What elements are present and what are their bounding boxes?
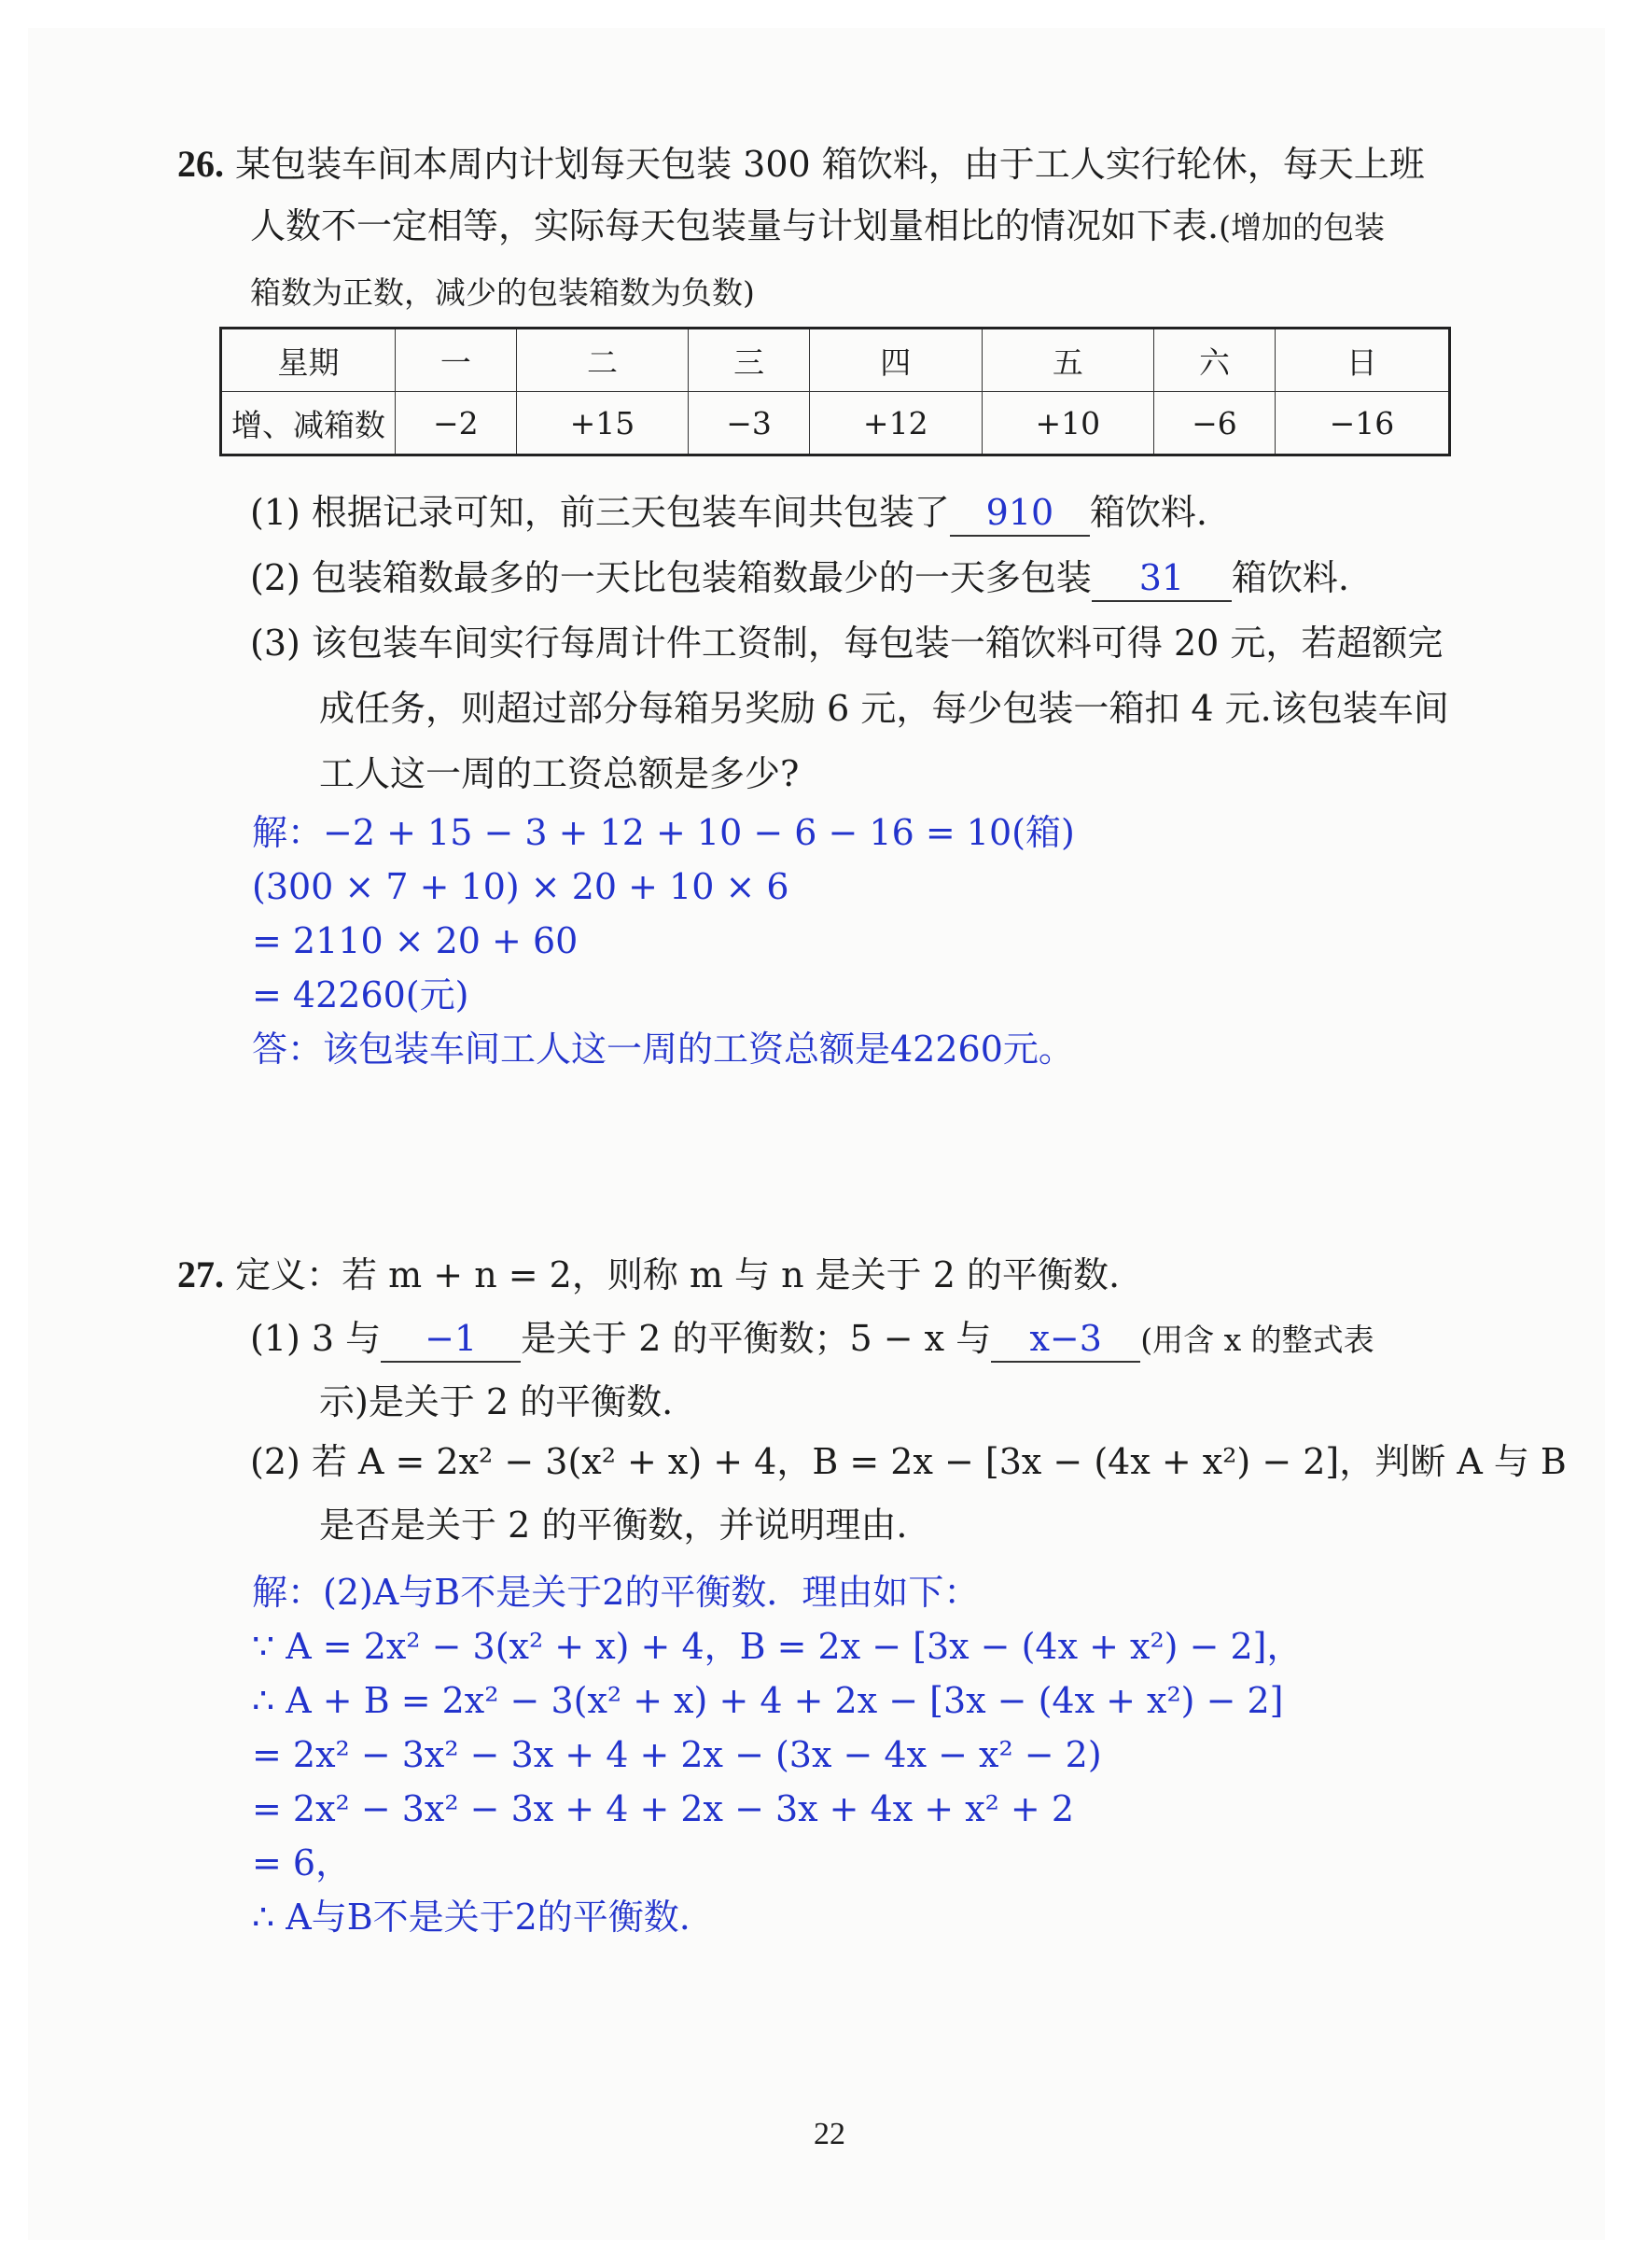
q27-solution-4: = 2x² − 3x² − 3x + 4 + 2x − (3x − 4x − x² − 2) bbox=[252, 1734, 1102, 1775]
q26-part1-prefix: (1) 根据记录可知，前三天包装车间共包装了 bbox=[250, 492, 950, 533]
table-value-row bbox=[221, 392, 1450, 455]
q27-number: 27. bbox=[177, 1253, 224, 1295]
q27-solution-6: = 6， bbox=[252, 1842, 352, 1883]
table-day-6: 六 bbox=[1154, 329, 1276, 392]
table-value-1: −2 bbox=[396, 392, 517, 455]
table-value-5: +10 bbox=[982, 392, 1154, 455]
q26-solution-1: 解：−2 + 15 − 3 + 12 + 10 − 6 − 16 = 10(箱) bbox=[252, 812, 1075, 853]
q26-stem-text2: 人数不一定相等，实际每天包装量与计划量相比的情况如下表. bbox=[250, 205, 1220, 246]
q26-part2-prefix: (2) 包装箱数最多的一天比包装箱数最少的一天多包装 bbox=[250, 557, 1092, 598]
q27-solution-1: 解：(2)A与B不是关于2的平衡数．理由如下： bbox=[252, 1572, 980, 1613]
table-value-3: −3 bbox=[689, 392, 810, 455]
q26-part3-line1: (3) 该包装车间实行每周计件工资制，每包装一箱饮料可得 20 元，若超额完 bbox=[250, 623, 1444, 664]
q27-part1-b: 是关于 2 的平衡数；5 − x 与 bbox=[521, 1318, 992, 1359]
table-value-6: −6 bbox=[1154, 392, 1276, 455]
q27-part1-answer2: x−3 bbox=[991, 1320, 1140, 1363]
q26-answer: 答：该包装车间工人这一周的工资总额是42260元。 bbox=[252, 1029, 1074, 1070]
table-value-7: −16 bbox=[1275, 392, 1449, 455]
q26-part3-line3: 工人这一周的工资总额是多少? bbox=[319, 753, 800, 794]
q26-part2-suffix: 箱饮料. bbox=[1231, 557, 1350, 598]
q27-solution-5: = 2x² − 3x² − 3x + 4 + 2x − 3x + 4x + x² + 2 bbox=[252, 1788, 1075, 1829]
q26-note-b: 箱数为正数，减少的包装箱数为负数) bbox=[250, 274, 755, 311]
q27-part1-c: (用含 x 的整式表 bbox=[1140, 1322, 1374, 1358]
q26-table bbox=[219, 327, 1451, 456]
q26-part1-suffix: 箱饮料. bbox=[1089, 492, 1208, 533]
q26-part2-answer: 31 bbox=[1092, 559, 1232, 602]
q26-note-a: (增加的包装 bbox=[1219, 209, 1385, 245]
table-header-label: 星期 bbox=[221, 329, 396, 392]
page-number: 22 bbox=[814, 2117, 845, 2151]
table-row-label: 增、减箱数 bbox=[221, 392, 396, 455]
table-header-row bbox=[221, 329, 1450, 392]
q27-part2-line2: 是否是关于 2 的平衡数，并说明理由. bbox=[319, 1505, 908, 1546]
q27-definition-line bbox=[177, 1253, 1120, 1297]
q27-definition: 定义：若 m + n = 2，则称 m 与 n 是关于 2 的平衡数. bbox=[235, 1254, 1121, 1295]
q26-part3-line2: 成任务，则超过部分每箱另奖励 6 元，每少包装一箱扣 4 元.该包装车间 bbox=[319, 688, 1449, 729]
q26-stem-text1: 某包装车间本周内计划每天包装 300 箱饮料，由于工人实行轮休，每天上班 bbox=[235, 144, 1425, 185]
table-day-5: 五 bbox=[982, 329, 1154, 392]
q27-part1-answer1: −1 bbox=[381, 1320, 521, 1363]
q27-solution-7: ∴ A与B不是关于2的平衡数. bbox=[252, 1897, 690, 1938]
table-day-2: 二 bbox=[516, 329, 689, 392]
q26-part2 bbox=[250, 555, 1349, 602]
q27-part1-line2: 示)是关于 2 的平衡数. bbox=[319, 1381, 674, 1422]
q26-stem-line1 bbox=[177, 142, 1425, 187]
q26-stem-line2 bbox=[250, 203, 1385, 250]
table-value-4: +12 bbox=[809, 392, 982, 455]
q27-part1-a: (1) 3 与 bbox=[250, 1318, 382, 1359]
q26-solution-4: = 42260(元) bbox=[252, 974, 469, 1015]
table-day-7: 日 bbox=[1275, 329, 1449, 392]
q27-part2-line1: (2) 若 A = 2x² − 3(x² + x) + 4，B = 2x − [3x − (4x + x²) − 2]，判断 A 与 B bbox=[250, 1441, 1567, 1482]
q26-part1-answer: 910 bbox=[950, 494, 1090, 537]
q26-part1 bbox=[250, 490, 1207, 537]
q27-solution-2: ∵ A = 2x² − 3(x² + x) + 4，B = 2x − [3x − (4x + x²) − 2]， bbox=[252, 1626, 1303, 1667]
q26-solution-3: = 2110 × 20 + 60 bbox=[252, 920, 579, 961]
q27-solution-3: ∴ A + B = 2x² − 3(x² + x) + 4 + 2x − [3x − (4x + x²) − 2] bbox=[252, 1680, 1284, 1721]
table-day-4: 四 bbox=[809, 329, 982, 392]
table-value-2: +15 bbox=[516, 392, 689, 455]
table-day-1: 一 bbox=[396, 329, 517, 392]
table-day-3: 三 bbox=[689, 329, 810, 392]
q26-solution-2: (300 × 7 + 10) × 20 + 10 × 6 bbox=[252, 866, 789, 907]
q26-number: 26. bbox=[177, 143, 224, 185]
q27-part1-line1 bbox=[250, 1316, 1374, 1363]
